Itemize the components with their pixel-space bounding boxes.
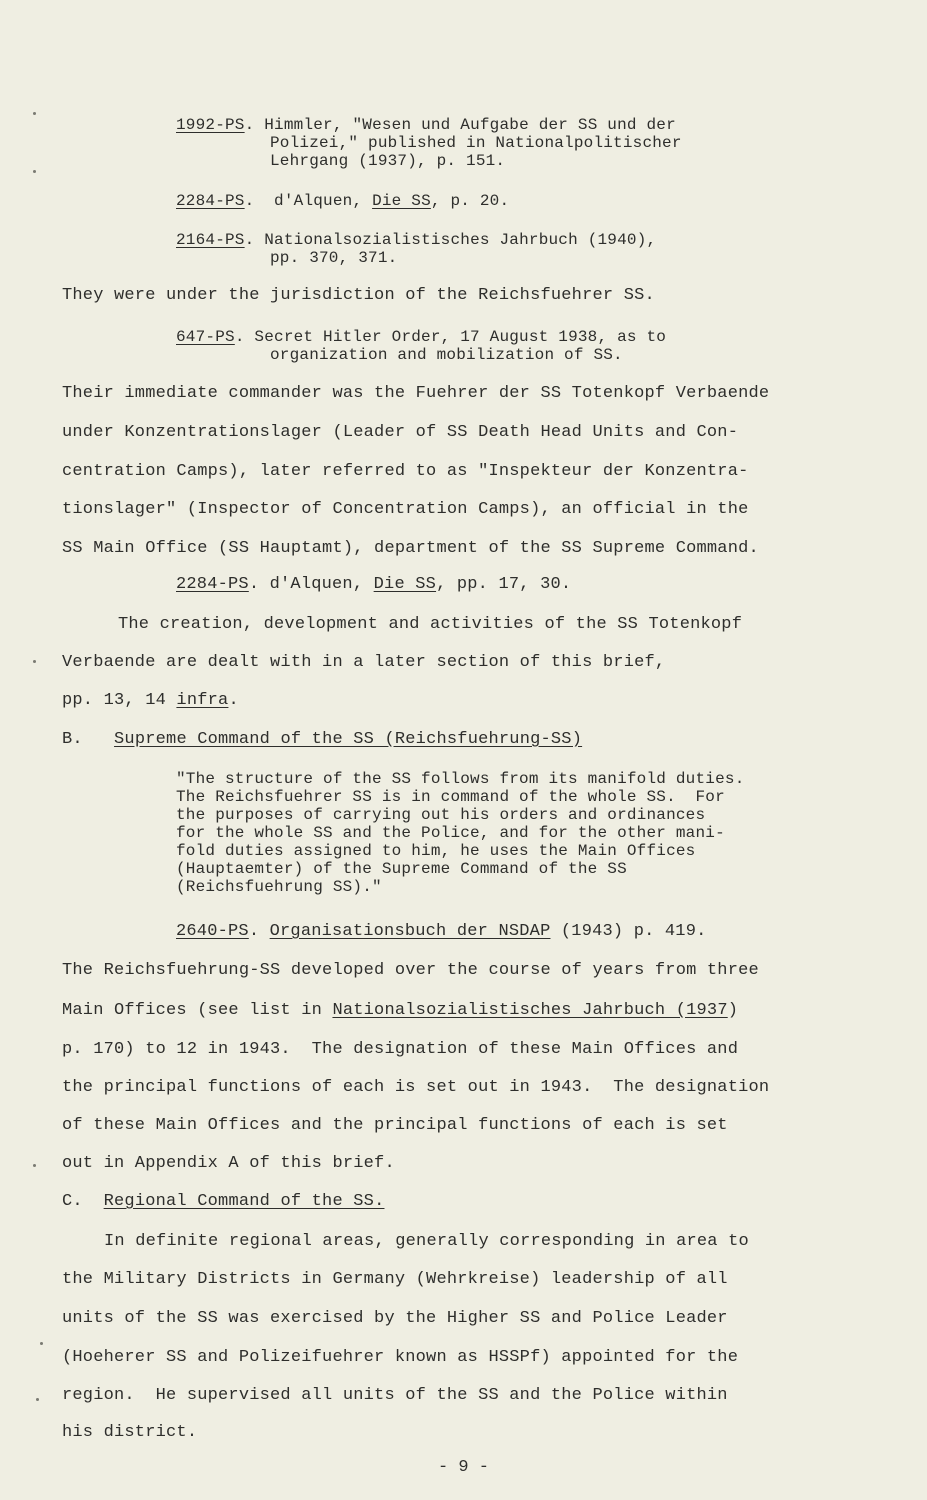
quote-line: (Hauptaemter) of the Supreme Command of the SS [176, 860, 627, 878]
paragraph-main-offices-line: of these Main Offices and the principal functions of each is set [62, 1116, 728, 1135]
paragraph-regional-line: units of the SS was exercised by the Higher SS and Police Leader [62, 1309, 728, 1328]
section-title: Supreme Command of the SS (Reichsfuehrung-SS) [114, 730, 583, 749]
citation-ref: 1992-PS [176, 116, 245, 134]
margin-speck [36, 1398, 39, 1401]
paragraph-jurisdiction: They were under the jurisdiction of the Reichsfuehrer SS. [62, 286, 655, 305]
book-title: Organisationsbuch der NSDAP [269, 922, 551, 941]
page-number: - 9 - [437, 1458, 489, 1477]
paragraph-main-offices-line: The Reichsfuehrung-SS developed over the course of years from three [62, 961, 759, 980]
quote-line: fold duties assigned to him, he uses the Main Offices [176, 842, 696, 860]
citation-647: 647-PS. Secret Hitler Order, 17 August 1938, as to [176, 328, 667, 346]
margin-speck [33, 660, 36, 663]
margin-speck [33, 170, 36, 173]
paragraph-commander-line: under Konzentrationslager (Leader of SS Death Head Units and Con- [62, 423, 739, 442]
section-c-heading [62, 1192, 384, 1211]
margin-speck [33, 112, 36, 115]
paragraph-totenkopf-end: pp. 13, 14 infra. [62, 691, 239, 710]
citation-2284: 2284-PS. d'Alquen, Die SS, p. 20. [176, 192, 510, 210]
section-letter: B. [62, 730, 83, 749]
quote-line: (Reichsfuehrung SS)." [176, 878, 382, 896]
citation-2284-second: 2284-PS. d'Alquen, Die SS, pp. 17, 30. [176, 575, 572, 594]
margin-speck [40, 1342, 43, 1345]
paragraph-main-offices-line: Main Offices (see list in Nationalsozialistisches Jahrbuch (1937) [62, 1001, 739, 1020]
book-title: Die SS [373, 575, 437, 594]
section-letter: C. [62, 1192, 83, 1211]
section-b-heading [62, 730, 582, 749]
citation-2164: 2164-PS. Nationalsozialistisches Jahrbuch (1940), [176, 231, 657, 249]
paragraph-totenkopf-line: Verbaende are dealt with in a later section of this brief, [62, 653, 666, 672]
citation-2164-line2: pp. 370, 371. [270, 249, 398, 267]
section-title: Regional Command of the SS. [103, 1192, 385, 1211]
paragraph-commander-line: Their immediate commander was the Fuehrer der SS Totenkopf Verbaende [62, 384, 770, 403]
quote-line: for the whole SS and the Police, and for the other mani- [176, 824, 725, 842]
citation-ref: 2284-PS [176, 575, 249, 594]
citation-ref: 2640-PS [176, 922, 249, 941]
margin-speck [33, 1164, 36, 1167]
quote-line: The Reichsfuehrer SS is in command of the whole SS. For [176, 788, 725, 806]
paragraph-commander-line: centration Camps), later referred to as "Inspekteur der Konzentra- [62, 462, 749, 481]
quote-line: the purposes of carrying out his orders and ordinances [176, 806, 706, 824]
paragraph-commander-line: tionslager" (Inspector of Concentration Camps), an official in the [62, 500, 749, 519]
citation-1992-line3: Lehrgang (1937), p. 151. [270, 152, 506, 170]
infra-ref: infra [176, 691, 229, 710]
citation-2640: 2640-PS. Organisationsbuch der NSDAP (1943) p. 419. [176, 922, 707, 941]
paragraph-main-offices-line: out in Appendix A of this brief. [62, 1154, 395, 1173]
citation-ref: 2164-PS [176, 231, 245, 249]
paragraph-regional-line: the Military Districts in Germany (Wehrkreise) leadership of all [62, 1270, 728, 1289]
book-title: Nationalsozialistisches Jahrbuch (1937 [332, 1001, 728, 1020]
citation-text: Himmler, "Wesen und Aufgabe der SS und der [264, 116, 676, 134]
paragraph-regional-line: region. He supervised all units of the SS and the Police within [62, 1386, 728, 1405]
citation-1992: 1992-PS. Himmler, "Wesen und Aufgabe der SS und der [176, 116, 676, 134]
citation-ref: 647-PS [176, 328, 235, 346]
citation-1992-line2: Polizei," published in Nationalpolitischer [270, 134, 682, 152]
paragraph-totenkopf-line: The creation, development and activities of the SS Totenkopf [118, 615, 743, 634]
paragraph-main-offices-line: the principal functions of each is set out in 1943. The designation [62, 1078, 770, 1097]
paragraph-regional-line: (Hoeherer SS and Polizeifuehrer known as HSSPf) appointed for the [62, 1348, 739, 1367]
paragraph-regional-line: his district. [62, 1423, 198, 1442]
book-title: Die SS [372, 192, 431, 210]
quote-line: "The structure of the SS follows from its manifold duties. [176, 770, 745, 788]
paragraph-main-offices-line: p. 170) to 12 in 1943. The designation of these Main Offices and [62, 1040, 739, 1059]
citation-ref: 2284-PS [176, 192, 245, 210]
citation-647-line2: organization and mobilization of SS. [270, 346, 623, 364]
paragraph-regional-line: In definite regional areas, generally corresponding in area to [104, 1232, 749, 1251]
paragraph-commander-line: SS Main Office (SS Hauptamt), department of the SS Supreme Command. [62, 539, 759, 558]
